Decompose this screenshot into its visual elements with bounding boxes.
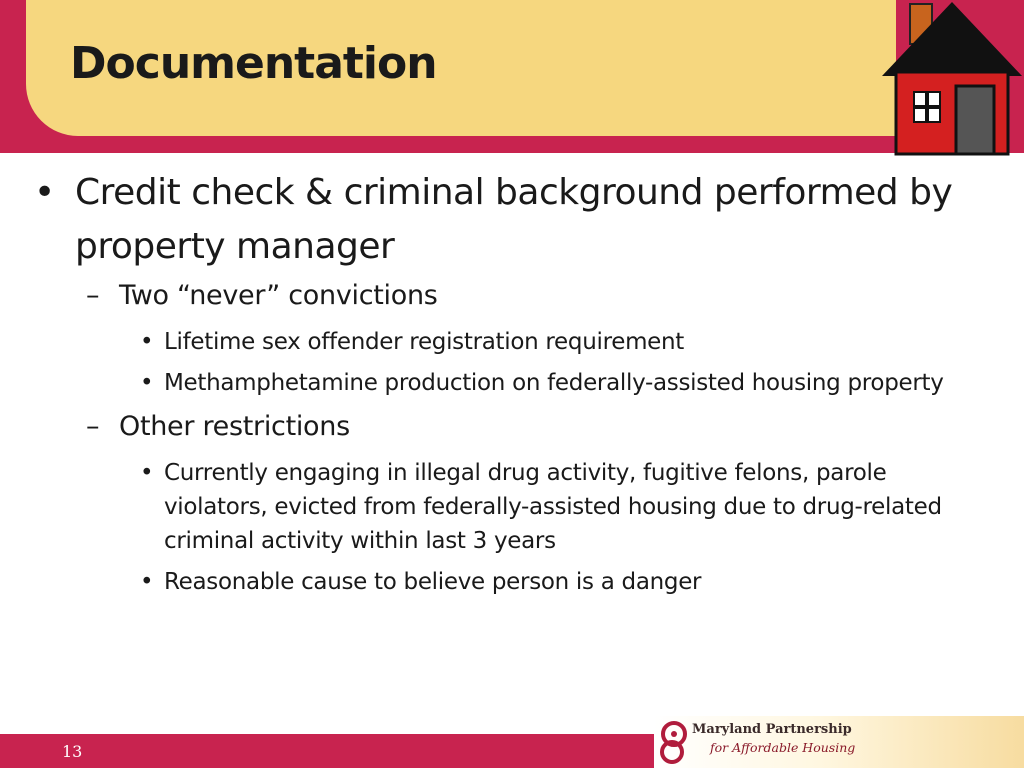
list-item: Lifetime sex offender registration requirement — [164, 329, 685, 355]
page-number: 13 — [62, 742, 83, 761]
slide-title: Documentation — [70, 38, 437, 89]
bullet-marker: • — [140, 460, 154, 486]
logo-text-primary: Maryland Partnership — [692, 722, 852, 737]
house-icon — [880, 0, 1024, 156]
subpoint-other-restrictions: Other restrictions — [119, 411, 350, 442]
bullet-marker: • — [34, 172, 56, 213]
dash-marker: – — [86, 280, 100, 311]
bullet-marker: • — [140, 370, 154, 396]
mphah-logo-mark — [658, 718, 690, 766]
main-bullet: Credit check & criminal background performed by property manager — [75, 172, 953, 267]
list-item: Currently engaging in illegal drug activity, fugitive felons, parole violators, evicted from federally-assisted housing due to drug-related criminal activity within last 3 years — [164, 460, 942, 554]
list-item: Reasonable cause to believe person is a danger — [164, 569, 702, 595]
bullet-marker: • — [140, 329, 154, 355]
list-item: Methamphetamine production on federally-assisted housing property — [164, 370, 944, 396]
subpoint-never-convictions: Two “never” convictions — [119, 280, 438, 311]
bullet-marker: • — [140, 569, 154, 595]
dash-marker: – — [86, 411, 100, 442]
logo-text-secondary: for Affordable Housing — [710, 740, 856, 755]
